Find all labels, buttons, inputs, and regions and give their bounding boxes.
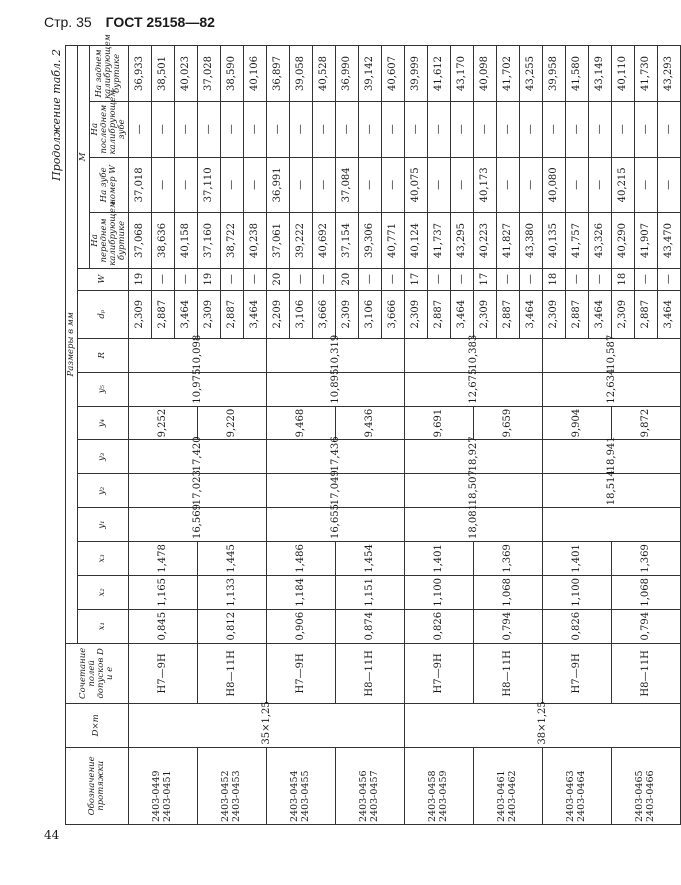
col-y5: y₅ xyxy=(77,372,128,406)
col-y1: y₁ xyxy=(77,508,128,542)
m-last-cell: — xyxy=(496,101,519,157)
designation-cell: 2403-0465 2403-0466 xyxy=(611,747,680,824)
m-rear-cell: 39,958 xyxy=(542,46,565,102)
dp-cell: 3,464 xyxy=(174,290,197,338)
w-cell: — xyxy=(151,268,174,290)
dp-cell: 3,464 xyxy=(657,290,680,338)
table-row xyxy=(404,46,427,825)
m-rear-cell: 43,170 xyxy=(450,46,473,102)
m-front-cell: 39,222 xyxy=(289,213,312,269)
fit-cell: H7—9H xyxy=(404,643,473,703)
dp-cell: 3,666 xyxy=(312,290,335,338)
y3-cell: 17,436 xyxy=(266,440,404,474)
m-front-cell: 40,290 xyxy=(611,213,634,269)
m-last-cell: — xyxy=(266,101,289,157)
m-rear-cell: 36,990 xyxy=(335,46,358,102)
m-front-cell: 40,135 xyxy=(542,213,565,269)
w-cell: 19 xyxy=(197,268,220,290)
w-cell: — xyxy=(312,268,335,290)
y4-cell: 9,436 xyxy=(335,406,404,440)
x3-cell: 1,486 xyxy=(266,542,335,576)
dxm-cell: 35×1,25 xyxy=(128,704,404,748)
y4-cell: 9,468 xyxy=(266,406,335,440)
m-tooth-cell: 37,110 xyxy=(197,157,220,213)
m-rear-cell: 36,933 xyxy=(128,46,151,102)
page-number: 44 xyxy=(44,828,60,842)
x3-cell: 1,369 xyxy=(473,542,542,576)
m-rear-cell: 41,730 xyxy=(634,46,657,102)
y4-cell: 9,252 xyxy=(128,406,197,440)
m-front-cell: 40,238 xyxy=(243,213,266,269)
dp-cell: 3,106 xyxy=(358,290,381,338)
y4-cell: 9,691 xyxy=(404,406,473,440)
x1-cell: 0,826 xyxy=(404,609,473,643)
dp-cell: 2,209 xyxy=(266,290,289,338)
m-rear-cell: 40,607 xyxy=(381,46,404,102)
w-cell: — xyxy=(450,268,473,290)
y1-cell: 18,081 xyxy=(404,508,542,542)
col-x3: x₃ xyxy=(77,542,128,576)
sizes-group-header: Размеры в мм xyxy=(66,46,78,644)
m-rear-cell: 38,501 xyxy=(151,46,174,102)
w-cell: 18 xyxy=(542,268,565,290)
dp-cell: 3,464 xyxy=(450,290,473,338)
m-rear-cell: 39,999 xyxy=(404,46,427,102)
r-cell: 10,383 xyxy=(404,338,542,372)
x1-cell: 0,826 xyxy=(542,609,611,643)
y1-cell xyxy=(542,508,680,542)
m-last-cell: — xyxy=(611,101,634,157)
page-header xyxy=(44,14,215,30)
m-front-cell: 37,061 xyxy=(266,213,289,269)
dp-cell: 2,887 xyxy=(220,290,243,338)
m-tooth-cell: 40,173 xyxy=(473,157,496,213)
col-designation: Обозначение протяжки xyxy=(66,747,129,824)
w-cell: 17 xyxy=(473,268,496,290)
w-cell: 20 xyxy=(335,268,358,290)
dp-cell: 2,309 xyxy=(335,290,358,338)
m-front-cell: 43,470 xyxy=(657,213,680,269)
x3-cell: 1,445 xyxy=(197,542,266,576)
designation-cell: 2403-0449 2403-0451 xyxy=(128,747,197,824)
m-front-cell: 43,326 xyxy=(588,213,611,269)
col-dxm: D×m xyxy=(66,704,129,748)
m-rear-cell: 40,106 xyxy=(243,46,266,102)
m-last-cell: — xyxy=(243,101,266,157)
m-tooth-cell: 40,215 xyxy=(611,157,634,213)
m-last-cell: — xyxy=(657,101,680,157)
y4-cell: 9,220 xyxy=(197,406,266,440)
w-cell: — xyxy=(243,268,266,290)
x3-cell: 1,454 xyxy=(335,542,404,576)
w-cell: — xyxy=(657,268,680,290)
m-tooth-cell: — xyxy=(634,157,657,213)
dp-cell: 2,309 xyxy=(197,290,220,338)
x3-cell: 1,401 xyxy=(404,542,473,576)
dp-cell: 2,887 xyxy=(634,290,657,338)
dp-cell: 3,464 xyxy=(243,290,266,338)
m-front-cell: 40,771 xyxy=(381,213,404,269)
w-cell: — xyxy=(496,268,519,290)
w-cell: — xyxy=(634,268,657,290)
col-x1: x₁ xyxy=(77,609,128,643)
dp-cell: 2,309 xyxy=(404,290,427,338)
dp-cell: 2,309 xyxy=(128,290,151,338)
x1-cell: 0,906 xyxy=(266,609,335,643)
m-rear-cell: 38,590 xyxy=(220,46,243,102)
table-row xyxy=(128,46,151,825)
x3-cell: 1,478 xyxy=(128,542,197,576)
broach-dimensions-table xyxy=(65,34,681,825)
m-rear-cell: 41,580 xyxy=(565,46,588,102)
x2-cell: 1,184 xyxy=(266,575,335,609)
m-front-cell: 40,692 xyxy=(312,213,335,269)
m-rear-cell: 43,149 xyxy=(588,46,611,102)
m-front-cell: 43,380 xyxy=(519,213,542,269)
y2-cell: 17,023 xyxy=(128,474,266,508)
x3-cell: 1,369 xyxy=(611,542,680,576)
m-tooth-cell: — xyxy=(657,157,680,213)
x1-cell: 0,845 xyxy=(128,609,197,643)
y2-cell: 18,514 xyxy=(542,474,680,508)
m-tooth-cell: 37,018 xyxy=(128,157,151,213)
m-last-cell: — xyxy=(312,101,335,157)
m-front-cell: 39,306 xyxy=(358,213,381,269)
dp-cell: 2,309 xyxy=(473,290,496,338)
designation-cell: 2403-0461 2403-0462 xyxy=(473,747,542,824)
fit-cell: H8—11H xyxy=(197,643,266,703)
m-tooth-cell: — xyxy=(519,157,542,213)
m-front-cell: 43,295 xyxy=(450,213,473,269)
col-dp: dₚ xyxy=(77,290,128,338)
m-last-cell: — xyxy=(197,101,220,157)
m-rear-cell: 39,058 xyxy=(289,46,312,102)
m-last-cell: — xyxy=(358,101,381,157)
page-label: Стр. 35 xyxy=(44,14,92,30)
m-tooth-cell: — xyxy=(427,157,450,213)
m-front-cell: 40,158 xyxy=(174,213,197,269)
x2-cell: 1,133 xyxy=(197,575,266,609)
dp-cell: 3,106 xyxy=(289,290,312,338)
m-rear-cell: 37,028 xyxy=(197,46,220,102)
dp-cell: 2,887 xyxy=(151,290,174,338)
m-last-cell: — xyxy=(289,101,312,157)
fit-cell: H7—9H xyxy=(128,643,197,703)
table-body xyxy=(128,46,680,825)
m-rear-cell: 40,110 xyxy=(611,46,634,102)
m-last-cell: — xyxy=(220,101,243,157)
m-tooth-cell: — xyxy=(243,157,266,213)
m-last-cell: — xyxy=(174,101,197,157)
m-front-cell: 37,160 xyxy=(197,213,220,269)
designation-cell: 2403-0463 2403-0464 xyxy=(542,747,611,824)
r-cell: 10,587 xyxy=(542,338,680,372)
m-tooth-cell: — xyxy=(358,157,381,213)
col-r: R xyxy=(77,338,128,372)
col-m-last: На последнем калибрующем зубе xyxy=(89,101,128,157)
m-rear-cell: 43,255 xyxy=(519,46,542,102)
col-fit: Сочетание полей допусков D и e xyxy=(66,643,129,703)
y1-cell: 16,655 xyxy=(266,508,404,542)
rotated-table-area xyxy=(48,34,675,825)
designation-cell: 2403-0452 2403-0453 xyxy=(197,747,266,824)
w-cell: — xyxy=(220,268,243,290)
m-tooth-cell: — xyxy=(381,157,404,213)
m-rear-cell: 40,023 xyxy=(174,46,197,102)
x1-cell: 0,874 xyxy=(335,609,404,643)
table-caption: Продолжение табл. 2 xyxy=(50,49,63,181)
x2-cell: 1,068 xyxy=(473,575,542,609)
m-rear-cell: 40,528 xyxy=(312,46,335,102)
col-w: W xyxy=(77,268,128,290)
m-last-cell: — xyxy=(542,101,565,157)
r-cell: 10,098 xyxy=(128,338,266,372)
fit-cell: H7—9H xyxy=(542,643,611,703)
m-front-cell: 38,722 xyxy=(220,213,243,269)
m-rear-cell: 40,098 xyxy=(473,46,496,102)
m-last-cell: — xyxy=(519,101,542,157)
m-last-cell: — xyxy=(634,101,657,157)
w-cell: — xyxy=(588,268,611,290)
m-last-cell: — xyxy=(588,101,611,157)
y5-cell: 12,634 xyxy=(542,372,680,406)
m-front-cell: 41,737 xyxy=(427,213,450,269)
m-tooth-cell: 37,084 xyxy=(335,157,358,213)
x2-cell: 1,165 xyxy=(128,575,197,609)
m-tooth-cell: — xyxy=(450,157,473,213)
dp-cell: 2,887 xyxy=(565,290,588,338)
m-front-cell: 37,154 xyxy=(335,213,358,269)
m-last-cell: — xyxy=(450,101,473,157)
w-cell: — xyxy=(358,268,381,290)
dp-cell: 2,887 xyxy=(496,290,519,338)
fit-cell: H8—11H xyxy=(611,643,680,703)
m-last-cell: — xyxy=(427,101,450,157)
x1-cell: 0,794 xyxy=(473,609,542,643)
w-cell: — xyxy=(289,268,312,290)
w-cell: — xyxy=(427,268,450,290)
y2-cell: 17,049 xyxy=(266,474,404,508)
m-tooth-cell: — xyxy=(220,157,243,213)
m-rear-cell: 43,293 xyxy=(657,46,680,102)
col-x2: x₂ xyxy=(77,575,128,609)
x1-cell: 0,812 xyxy=(197,609,266,643)
m-front-cell: 37,068 xyxy=(128,213,151,269)
w-cell: 19 xyxy=(128,268,151,290)
r-cell: 10,319 xyxy=(266,338,404,372)
m-rear-cell: 41,612 xyxy=(427,46,450,102)
x2-cell: 1,068 xyxy=(611,575,680,609)
m-tooth-cell: 40,080 xyxy=(542,157,565,213)
w-cell: — xyxy=(174,268,197,290)
m-front-cell: 41,757 xyxy=(565,213,588,269)
m-tooth-cell: — xyxy=(151,157,174,213)
w-cell: — xyxy=(381,268,404,290)
x1-cell: 0,794 xyxy=(611,609,680,643)
col-y2: y₂ xyxy=(77,474,128,508)
col-m-tooth: На зубе номер W xyxy=(89,157,128,213)
w-cell: — xyxy=(565,268,588,290)
w-cell: — xyxy=(519,268,542,290)
m-last-cell: — xyxy=(128,101,151,157)
standard-label: ГОСТ 25158—82 xyxy=(105,14,215,30)
y3-cell: 18,927 xyxy=(404,440,542,474)
m-front-cell: 38,636 xyxy=(151,213,174,269)
m-tooth-cell: 36,991 xyxy=(266,157,289,213)
m-rear-cell: 41,702 xyxy=(496,46,519,102)
m-tooth-cell: 40,075 xyxy=(404,157,427,213)
y5-cell: 10,975 xyxy=(128,372,266,406)
designation-cell: 2403-0456 2403-0457 xyxy=(335,747,404,824)
y5-cell: 12,675 xyxy=(404,372,542,406)
m-rear-cell: 39,142 xyxy=(358,46,381,102)
fit-cell: H8—11H xyxy=(335,643,404,703)
y4-cell: 9,659 xyxy=(473,406,542,440)
x2-cell: 1,151 xyxy=(335,575,404,609)
dp-cell: 2,309 xyxy=(611,290,634,338)
y4-cell: 9,872 xyxy=(611,406,680,440)
fit-cell: H8—11H xyxy=(473,643,542,703)
x2-cell: 1,100 xyxy=(404,575,473,609)
m-last-cell: — xyxy=(473,101,496,157)
m-tooth-cell: — xyxy=(312,157,335,213)
m-tooth-cell: — xyxy=(496,157,519,213)
m-tooth-cell: — xyxy=(174,157,197,213)
y5-cell: 10,895 xyxy=(266,372,404,406)
m-tooth-cell: — xyxy=(565,157,588,213)
dp-cell: 3,464 xyxy=(588,290,611,338)
m-front-cell: 41,907 xyxy=(634,213,657,269)
y3-cell: 17,420 xyxy=(128,440,266,474)
m-tooth-cell: — xyxy=(289,157,312,213)
x2-cell: 1,100 xyxy=(542,575,611,609)
m-front-cell: 40,124 xyxy=(404,213,427,269)
m-last-cell: — xyxy=(565,101,588,157)
m-last-cell: — xyxy=(335,101,358,157)
w-cell: 17 xyxy=(404,268,427,290)
fit-cell: H7—9H xyxy=(266,643,335,703)
col-m-rear: На заднем калибрующем буртике xyxy=(89,46,128,102)
m-tooth-cell: — xyxy=(588,157,611,213)
designation-cell: 2403-0454 2403-0455 xyxy=(266,747,335,824)
w-cell: 18 xyxy=(611,268,634,290)
col-m-group: M xyxy=(77,46,89,269)
m-last-cell: — xyxy=(381,101,404,157)
dp-cell: 2,887 xyxy=(427,290,450,338)
m-last-cell: — xyxy=(404,101,427,157)
y3-cell: 18,941 xyxy=(542,440,680,474)
dp-cell: 3,666 xyxy=(381,290,404,338)
y1-cell: 16,569 xyxy=(128,508,266,542)
dp-cell: 3,464 xyxy=(519,290,542,338)
m-last-cell: — xyxy=(151,101,174,157)
dp-cell: 2,309 xyxy=(542,290,565,338)
col-y3: y₃ xyxy=(77,440,128,474)
x3-cell: 1,401 xyxy=(542,542,611,576)
col-m-front: На переднем калибрующем буртике xyxy=(89,213,128,269)
m-front-cell: 41,827 xyxy=(496,213,519,269)
m-rear-cell: 36,897 xyxy=(266,46,289,102)
y4-cell: 9,904 xyxy=(542,406,611,440)
dxm-cell: 38×1,25 xyxy=(404,704,680,748)
col-y4: y₄ xyxy=(77,406,128,440)
m-front-cell: 40,223 xyxy=(473,213,496,269)
y2-cell: 18,507 xyxy=(404,474,542,508)
w-cell: 20 xyxy=(266,268,289,290)
designation-cell: 2403-0458 2403-0459 xyxy=(404,747,473,824)
